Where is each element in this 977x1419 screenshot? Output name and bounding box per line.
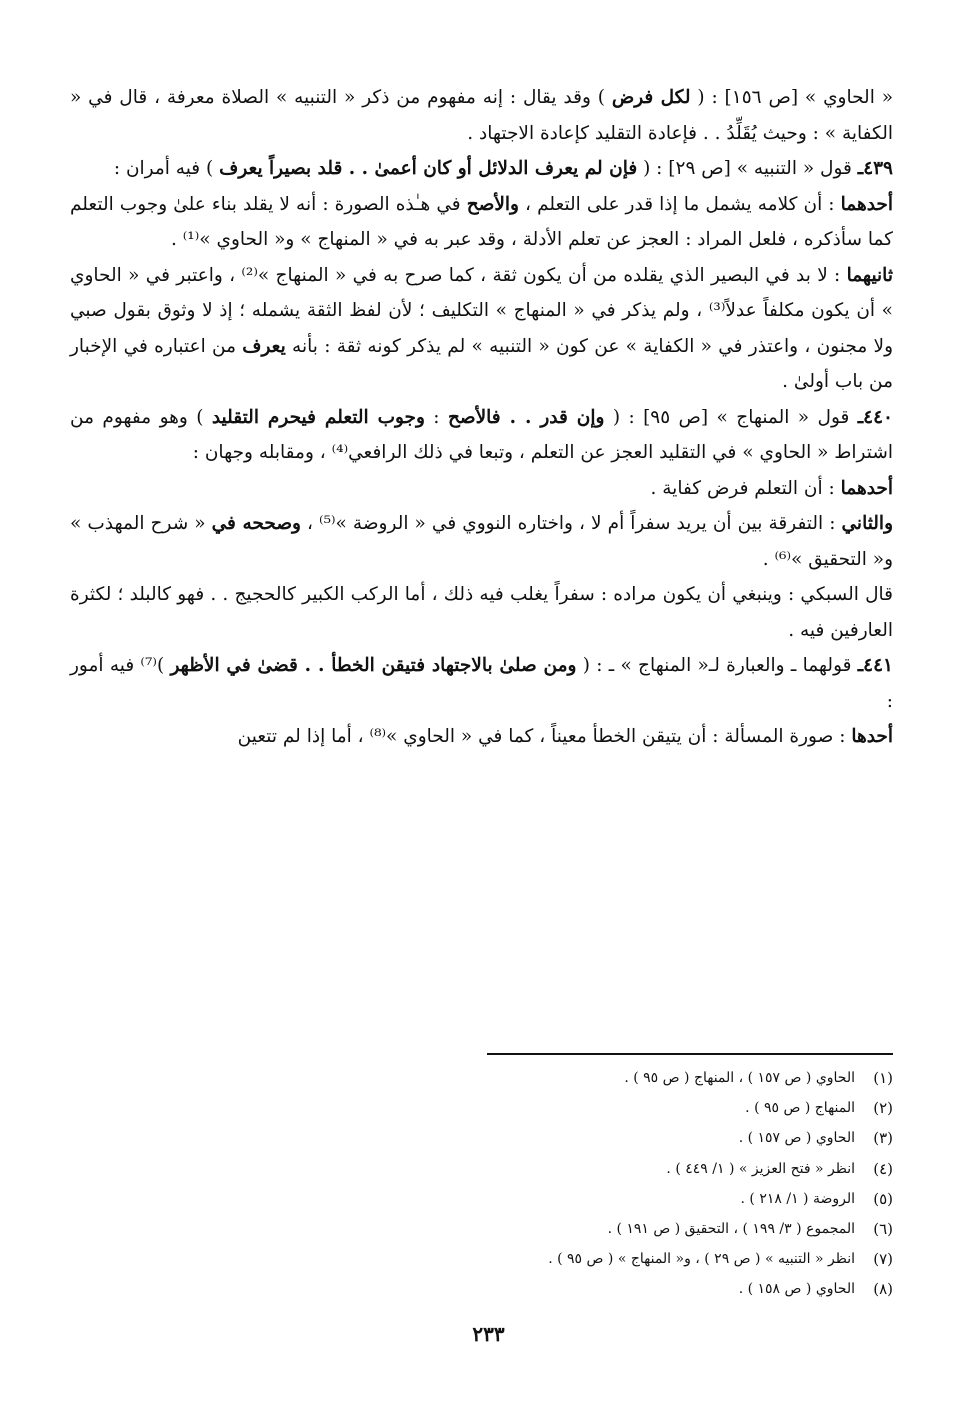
text-run: : لا بد في البصير الذي يقلده من أن يكون ثقة ، كما صرح به في « المنهاج »⁽²⁾ ، واعتبر في « الحاوي » أن يكون مكلفاً عدلاً⁽³⁾ ، ولم يذكر في « المنهاج » التكليف ؛ لأن لفظ الثقة يشمله ؛ إذ لا وثوق بقول صبي ولا مجنون ، واعتذر في « الكفاية » عن كون « التنبيه » لم يذكر كونه ثقة : بأنه [70, 264, 894, 357]
paragraph-7 [70, 506, 893, 577]
text-run: : التفرقة بين أن يريد سفراً أم لا ، واختاره النووي في « الروضة »⁽⁵⁾ ، [300, 513, 842, 534]
text-run: ) وقد يقال : إنه مفهوم من ذكر « التنبيه » الصلاة معرفة ، قال في « الكفاية » : وحيث يُقَلِّدُ . . فإعادة التقليد كإعادة الاجتهاد . [70, 87, 893, 144]
bold-text-run: ٤٤٠ـ [857, 406, 893, 428]
paragraph-6 [70, 471, 893, 507]
paragraph-5 [70, 400, 893, 471]
footnote-number: (٤) [873, 1159, 893, 1178]
bold-text-run: ثانيهما [846, 264, 893, 286]
footnote-number: (٢) [873, 1099, 893, 1118]
footnote-item [333, 1244, 893, 1274]
text-run: : [424, 406, 448, 428]
footnote-item [333, 1184, 893, 1214]
footnote-text: انظر « فتح العزيز » ( ١/ ٤٤٩ ) . [666, 1160, 855, 1177]
bold-text-run: ومن صلىٰ بالاجتهاد فتيقن الخطأ . . قضىٰ في الأظهر [170, 655, 577, 676]
paragraph-9 [70, 648, 893, 719]
bold-text-run: أحدها [851, 726, 893, 747]
footnote-text: المجموع ( ٣/ ١٩٩ ) ، التحقيق ( ص ١٩١ ) . [607, 1221, 855, 1238]
bold-text-run: ٤٤١ـ [857, 655, 893, 676]
footnote-number: (٣) [873, 1129, 893, 1148]
footnote-text: الحاوي ( ص ١٥٧ ) . [738, 1130, 855, 1147]
footnote-item [333, 1214, 893, 1244]
text-run: من اعتباره في الإخبار من باب أولىٰ . [70, 335, 893, 392]
text-run: ) وهو مفهوم من اشتراط « الحاوي » في التقليد العجز عن التعلم ، وتبعا في ذلك الرافعي⁽⁴⁾ ، ومقابله وجهان : [70, 406, 893, 463]
paragraph-8 [70, 577, 893, 648]
footnote-number: (٦) [873, 1220, 893, 1239]
bold-text-run: وصححه في [211, 513, 301, 534]
text-run: « شرح المهذب » و« التحقيق »⁽⁶⁾ . [70, 513, 893, 570]
footnotes [333, 1063, 893, 1305]
page-body [70, 80, 893, 755]
bold-text-run: لكل فرض [611, 87, 691, 108]
text-run: قول « المنهاج » [ص ٩٥] : ( [604, 406, 858, 428]
bold-text-run: أحدهما [840, 477, 893, 499]
footnote-divider [487, 1053, 893, 1055]
bold-text-run: وإن قدر . . فالأصح [447, 406, 605, 428]
text-run: : أن التعلم فرض كفاية . [650, 477, 841, 499]
text-run: : أن كلامه يشمل ما إذا قدر على التعلم ، [518, 193, 841, 215]
main-text [70, 80, 893, 755]
paragraph-3 [70, 187, 893, 258]
page-number: ٢٣٣ [472, 1322, 505, 1346]
footnote-item [333, 1093, 893, 1123]
footnote-number: (٨) [873, 1280, 893, 1299]
footnote-item [333, 1123, 893, 1153]
paragraph-4 [70, 258, 893, 400]
bold-text-run: والثاني [841, 513, 893, 534]
text-run: في هـٰذه الصورة : أنه لا يقلد بناء علىٰ وجوب التعلم كما سأذكره ، فلعل المراد : العجز عن تعلم الأدلة ، وقد عبر به في « المنهاج » و« الحاوي »⁽¹⁾ . [70, 193, 893, 250]
bold-text-run: فإن لم يعرف الدلائل أو كان أعمىٰ . . قلد بصيراً يعرف [219, 158, 638, 179]
text-run: : صورة المسألة : أن يتيقن الخطأ معيناً ، كما في « الحاوي »⁽⁸⁾ ، أما إذا لم تتعين [237, 726, 852, 747]
footnote-item [333, 1063, 893, 1093]
footnote-text: الروضة ( ١/ ٢١٨ ) . [740, 1190, 855, 1207]
footnote-number: (١) [873, 1069, 893, 1087]
bold-text-run: وجوب التعلم فيحرم التقليد [211, 406, 425, 428]
footnote-number: (٧) [873, 1250, 893, 1269]
text-run: ) فيه أمران : [113, 158, 220, 179]
bold-text-run: ٤٣٩ـ [857, 158, 893, 179]
text-run: « الحاوي » [ص ١٥٦] : ( [690, 87, 894, 108]
footnote-item [333, 1274, 893, 1304]
text-run: قال السبكي : وينبغي أن يكون مراده : سفراً يغلب فيه ذلك ، أما الركب الكبير كالحجيج . . فهو كالبلد ؛ لكثرة العارفين فيه . [70, 584, 893, 641]
footnote-text: انظر « التنبيه » ( ص ٢٩ ) ، و« المنهاج » ( ص ٩٥ ) . [548, 1251, 855, 1268]
bold-text-run: يعرف [242, 335, 286, 357]
footnote-text: الحاوي ( ص ١٥٧ ) ، المنهاج ( ص ٩٥ ) . [624, 1070, 855, 1086]
footnote-text: الحاوي ( ص ١٥٨ ) . [738, 1281, 855, 1298]
text-run: )⁽⁷⁾ فيه أمور : [70, 655, 893, 712]
footnote-text: المنهاج ( ص ٩٥ ) . [745, 1100, 855, 1117]
bold-text-run: والأصح [466, 193, 519, 215]
footnote-number: (٥) [873, 1189, 893, 1208]
bold-text-run: أحدهما [840, 193, 893, 215]
text-run: قول « التنبيه » [ص ٢٩] : ( [637, 158, 858, 179]
footnote-item [333, 1154, 893, 1184]
paragraph-2 [70, 151, 893, 187]
paragraph-10 [70, 719, 893, 755]
text-run: قولهما ـ والعبارة لـ« المنهاج » ـ : ( [576, 655, 858, 676]
paragraph-1 [70, 80, 893, 151]
